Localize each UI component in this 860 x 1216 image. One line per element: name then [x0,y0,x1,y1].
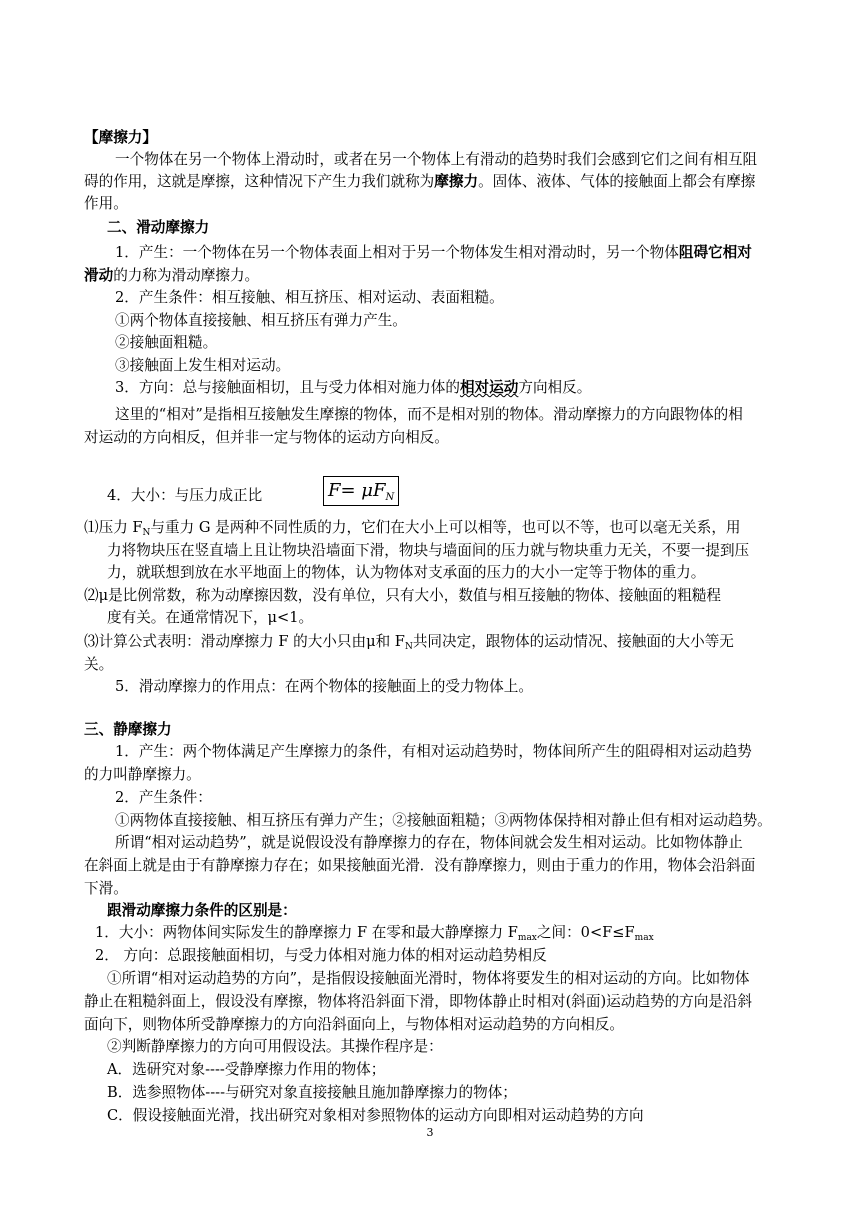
sliding-condition-1: ①两个物体直接接触、相互挤压有弹力产生。 [115,312,407,329]
sliding-p3: 3．方向：总与接触面相切，且与受力体相对施力体的相对运动方向相反。 [115,379,592,396]
sliding-condition-3: ③接触面上发生相对运动。 [115,357,291,374]
section-title-friction: 【摩擦力】 [84,129,157,146]
static-p2: 2．产生条件： [115,789,212,806]
note-2-line-2: 度有关。在通常情况下，μ<1。 [107,609,314,626]
intro-line-3: 作用。 [84,195,128,212]
direction-note-2: ②判断静摩擦力的方向可用假设法。其操作程序是： [107,1038,443,1055]
sliding-p1-line-1: 1．产生：一个物体在另一个物体表面上相对于另一个物体发生相对滑动时，另一个物体阻碍它相对 [115,244,752,261]
note-3-line-1: ⑶计算公式表明：滑动摩擦力 F 的大小只由μ和 $F_N$共同决定，跟物体的运动情况、接触面的大小等无 [84,633,734,652]
direction-note-1-line-1: ①所谓“相对运动趋势的方向”，是指假设接触面光滑时，物体将要发生的相对运动的方向。比如物体 [107,970,750,987]
note-3-line-2: 关。 [84,656,114,673]
static-trend-line-2: 在斜面上就是由于有静摩擦力存在；如果接触面光滑．没有静摩擦力，则由于重力的作用，物体会沿斜面 [84,857,756,874]
static-trend-line-1: 所谓“相对运动趋势”，就是说假设没有静摩擦力的存在，物体间就会发生相对运动。比如物体静止 [115,834,743,851]
step-a: A．选研究对象----受静摩擦力作用的物体； [107,1061,386,1078]
sliding-p2: 2．产生条件：相互接触、相互挤压、相对运动、表面粗糙。 [115,289,504,306]
step-b: B．选参照物体----与研究对象直接接触且施加静摩擦力的物体； [107,1084,517,1101]
static-p1-line-1: 1．产生：两个物体满足产生摩擦力的条件，有相对运动趋势时，物体间所产生的阻碍相对运动趋势 [115,743,752,760]
note-2-line-1: ⑵μ是比例常数，称为动摩擦因数，没有单位，只有大小，数值与相互接触的物体、接触面的粗糙程 [84,587,722,604]
page-number: 3 [426,1126,434,1139]
sliding-p5: 5．滑动摩擦力的作用点：在两个物体的接触面上的受力物体上。 [115,678,533,695]
note-1-line-2: 力将物块压在竖直墙上且让物块沿墙面下滑，物块与墙面间的压力就与物块重力无关，不要一提到压 [107,542,750,559]
note-1-line-3: 力，就联想到放在水平地面上的物体，认为物体对支承面的压力的大小一定等于物体的重力。 [107,564,706,581]
sliding-condition-2: ②接触面粗糙。 [115,334,218,351]
direction-note-1-line-2: 静止在粗糙斜面上，假设没有摩擦，物体将沿斜面下滑，即物体静止时相对(斜面)运动趋势的方向是沿斜 [84,993,753,1010]
intro-line-1: 一个物体在另一个物体上滑动时，或者在另一个物体上有滑动的趋势时我们会感到它们之间有相互阻 [115,151,758,168]
sliding-p1-line-2: 滑动的力称为滑动摩擦力。 [84,267,260,284]
friction-formula: $F= \mu F_N$ [323,476,399,506]
static-conditions: ①两物体直接接触、相互挤压有弹力产生；②接触面粗糙；③两物体保持相对静止但有相对运动趋势。 [115,812,772,829]
sliding-note-line-2: 对运动的方向相反，但并非一定与物体的运动方向相反。 [84,429,449,446]
difference-magnitude: 1．大小：两物体间实际发生的静摩擦力 F 在零和最大静摩擦力 $F_{max}$之间：$0<F\le F_{max}$ [95,924,654,943]
difference-heading: 跟滑动摩擦力条件的区别是： [107,902,297,919]
sliding-p4: 4．大小：与压力成正比 [107,487,263,504]
sliding-note-line-1: 这里的“相对”是指相互接触发生摩擦的物体，而不是相对别的物体。滑动摩擦力的方向跟物体的相 [115,406,743,423]
intro-line-2: 碍的作用，这就是摩擦，这种情况下产生力我们就称为摩擦力。固体、液体、气体的接触面上都会有摩擦 [84,173,756,190]
static-p1-line-2: 的力叫静摩擦力。 [84,766,201,783]
step-c: C．假设接触面光滑，找出研究对象相对参照物体的运动方向即相对运动趋势的方向 [107,1107,644,1124]
heading-sliding-friction: 二、滑动摩擦力 [107,219,210,236]
heading-static-friction: 三、静摩擦力 [84,721,172,738]
difference-direction: 2． 方向：总跟接触面相切，与受力体相对施力体的相对运动趋势相反 [95,947,547,964]
note-1-line-1: ⑴压力 $F_N$与重力 G 是两种不同性质的力，它们在大小上可以相等，也可以不等，也可以毫无关系，用 [84,519,741,538]
static-trend-line-3: 下滑。 [84,880,128,897]
direction-note-1-line-3: 面向下，则物体所受静摩擦力的方向沿斜面向上，与物体相对运动趋势的方向相反。 [84,1016,624,1033]
